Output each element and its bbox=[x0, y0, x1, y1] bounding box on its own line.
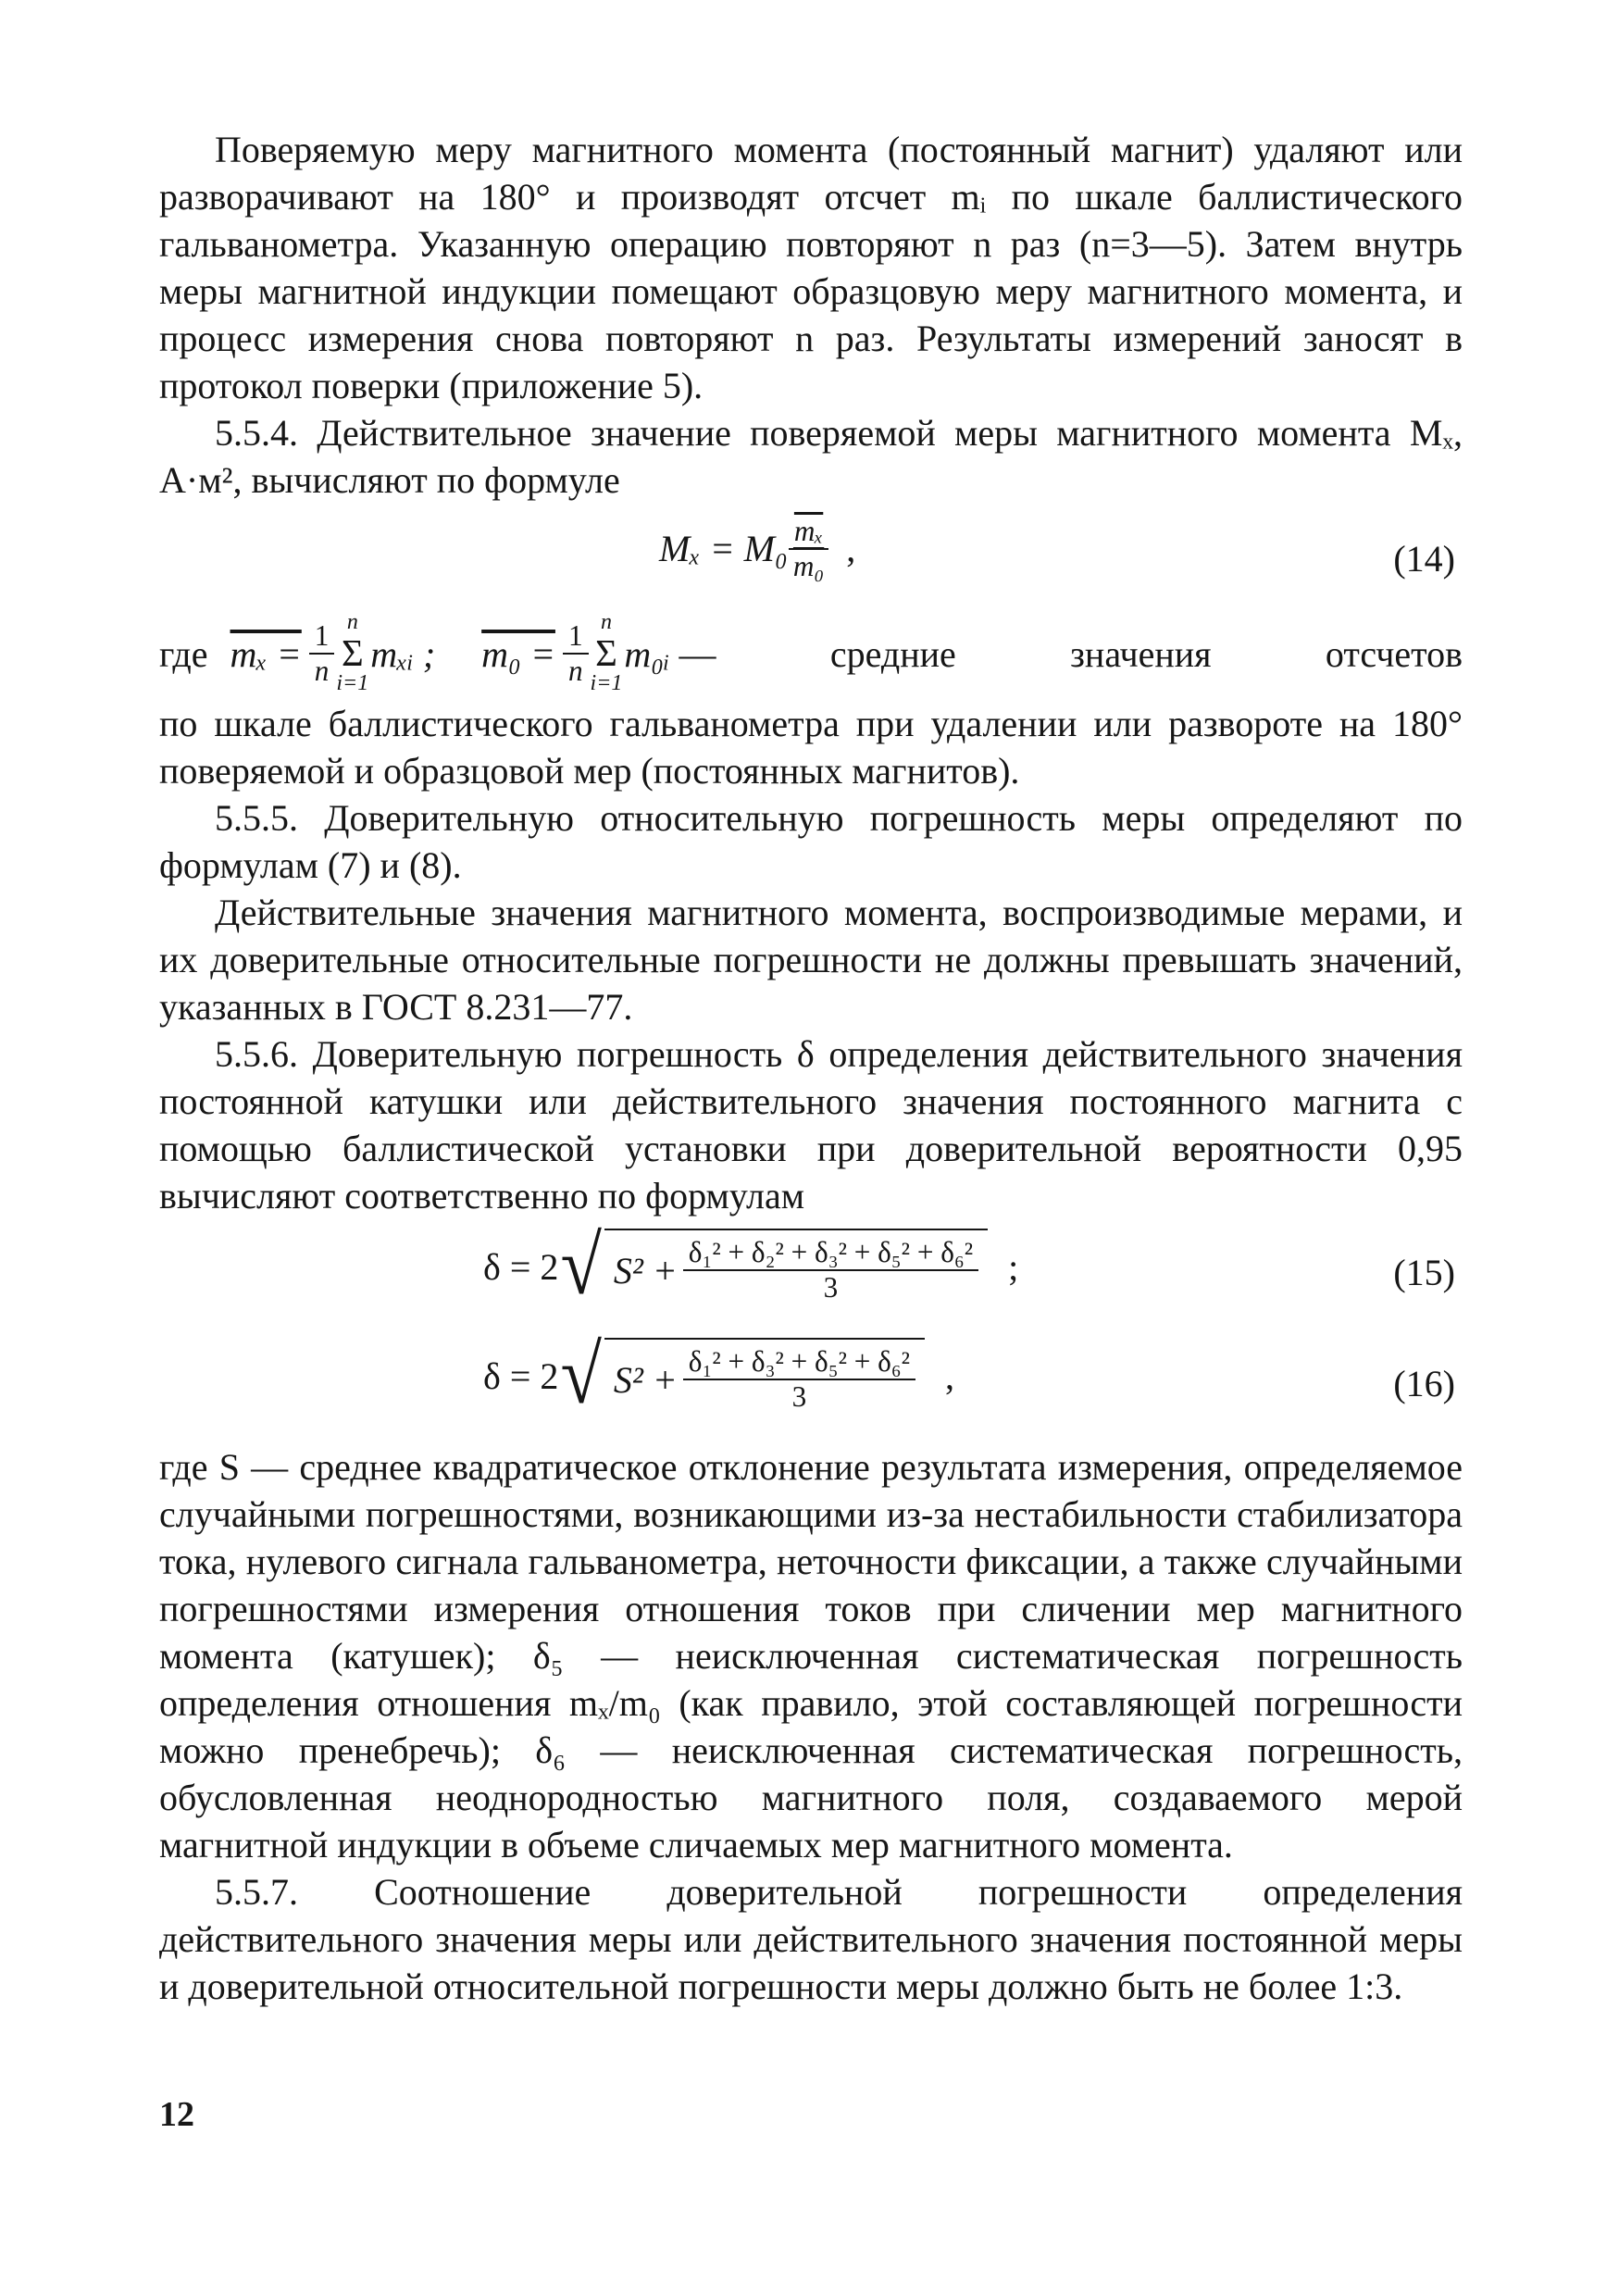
mx-term: mₓᵢ ; bbox=[370, 632, 436, 675]
eq14-numerator: $\overline{m_x}$ bbox=[789, 515, 828, 550]
eq14-denominator: m₀ bbox=[792, 549, 825, 582]
document-page bbox=[159, 126, 1463, 2010]
eq14-comma: , bbox=[846, 528, 856, 570]
eq15-s-term: S² + bbox=[613, 1249, 678, 1292]
m0-frac-den: n bbox=[567, 655, 583, 687]
eq16-s-term: S² + bbox=[613, 1358, 678, 1401]
m0-sum: n Σ i=1 bbox=[590, 610, 623, 696]
eq15-number: (15) bbox=[1393, 1252, 1455, 1293]
eq16-sqrt: √ S² + $\frac{\text{δ₁² + δ₃² + δ₅² + δ₆²}}{3}$ bbox=[558, 1334, 925, 1417]
paragraph-intro: Поверяемую меру магнитного момента (постоянный магнит) удаляют или разворачивают на 180° и производят отсчет mᵢ по шкале баллистического гальванометра. Указанную операцию повторяют n раз (n=3—5). Затем внутрь меры магнитной индукции помещают образцовую меру магнитного момента, и процесс измерения снова повторяют n раз. Результаты измерений заносят в протокол поверки (приложение 5). bbox=[159, 129, 1463, 406]
mx-sum-top: n bbox=[346, 610, 358, 635]
eq16-comma: , bbox=[945, 1354, 955, 1397]
paragraph-5-5-5: 5.5.5. Доверительную относительную погрешность меры определяют по формулам (7) и (8). bbox=[159, 797, 1463, 886]
m0-frac-num: 1 bbox=[563, 619, 589, 655]
m0-sum-top: n bbox=[600, 610, 612, 635]
eq16-lhs: δ = 2 bbox=[483, 1354, 559, 1397]
mx-fraction bbox=[309, 619, 335, 688]
eq15-fraction bbox=[683, 1236, 978, 1304]
mx-mean-symbol: mₓ = bbox=[230, 632, 302, 675]
where-text: — средние значения отсчетов bbox=[679, 632, 1463, 675]
eq15-numerator: δ₁² + δ₂² + δ₃² + δ₅² + δ₆² bbox=[683, 1236, 978, 1271]
paragraph-values: Действительные значения магнитного момента, воспроизводимые мерами, и их доверительные относительные погрешности не должны превышать значений, указанных в ГОСТ 8.231—77. bbox=[159, 892, 1463, 1028]
paragraph-where-s: где S — среднее квадратическое отклонение результата измерения, определяемое случайными погрешностями, возникающими из-за нестабильности стабилизатора тока, нулевого сигнала гальванометра, неточности фиксации, а также случайными погрешностями измерения отношения токов при сличении мер магнитного момента (катушек); δ₅ — неисключенная систематическая погрешность определения отношения mₓ/m₀ (как правило, этой составляющей погрешности можно пренебречь); δ₆ — неисключенная систематическая погрешность, обусловленная неоднородностью магнитного поля, создаваемого мерой магнитной индукции в объеме сличаемых мер магнитного момента. bbox=[159, 1446, 1463, 1866]
mx-sum-bottom: i=1 bbox=[336, 671, 369, 696]
paragraph-5-5-7: 5.5.7. Соотношение доверительной погрешности определения действительного значения меры или действительного значения постоянной меры и доверительной относительной погрешности меры должно быть не более 1:3. bbox=[159, 1871, 1463, 2007]
equation-15 bbox=[159, 1219, 1463, 1330]
equation-14 bbox=[159, 504, 1463, 607]
paragraph-5-5-4: 5.5.4. Действительное значение поверяемой меры магнитного момента Mₓ, А·м², вычисляют по формуле bbox=[159, 412, 1463, 501]
mx-frac-num: 1 bbox=[309, 619, 335, 655]
paragraph-5-5-6: 5.5.6. Доверительную погрешность δ определения действительного значения постоянной катушки или действительного значения постоянного магнита с помощью баллистической установки при доверительной вероятности 0,95 вычисляют соответственно по формулам bbox=[159, 1033, 1463, 1217]
equation-16 bbox=[159, 1330, 1463, 1443]
eq14-number: (14) bbox=[1393, 538, 1455, 580]
eq14-lhs: Mₓ = M₀ bbox=[659, 528, 788, 570]
eq16-number: (16) bbox=[1393, 1363, 1455, 1404]
eq15-semicolon: ; bbox=[1008, 1245, 1019, 1288]
eq15-sqrt: √ S² + $\frac{\text{δ₁² + δ₂² + δ₃² + δ₅² + δ₆²}}{3}$ bbox=[558, 1225, 988, 1308]
eq16-fraction bbox=[683, 1345, 915, 1414]
paragraph-continuation: по шкале баллистического гальванометра при удалении или развороте на 180° поверяемой и образцовой мер (постоянных магнитов). bbox=[159, 703, 1463, 792]
m0-sum-bottom: i=1 bbox=[590, 671, 623, 696]
mx-sum: n Σ i=1 bbox=[336, 610, 369, 696]
eq15-lhs: δ = 2 bbox=[483, 1245, 559, 1288]
eq15-denominator: 3 bbox=[823, 1271, 839, 1304]
m0-mean-symbol: m₀ = bbox=[481, 632, 555, 675]
m0-term: m₀ᵢ bbox=[624, 632, 670, 675]
eq14-fraction bbox=[788, 515, 829, 583]
mx-frac-den: n bbox=[314, 655, 330, 687]
page-number: 12 bbox=[159, 2095, 194, 2134]
eq16-numerator: δ₁² + δ₃² + δ₅² + δ₆² bbox=[683, 1345, 915, 1380]
m0-fraction bbox=[563, 619, 589, 688]
where-lead: где bbox=[159, 632, 208, 675]
eq16-denominator: 3 bbox=[791, 1380, 807, 1413]
where-definitions bbox=[159, 607, 1463, 700]
